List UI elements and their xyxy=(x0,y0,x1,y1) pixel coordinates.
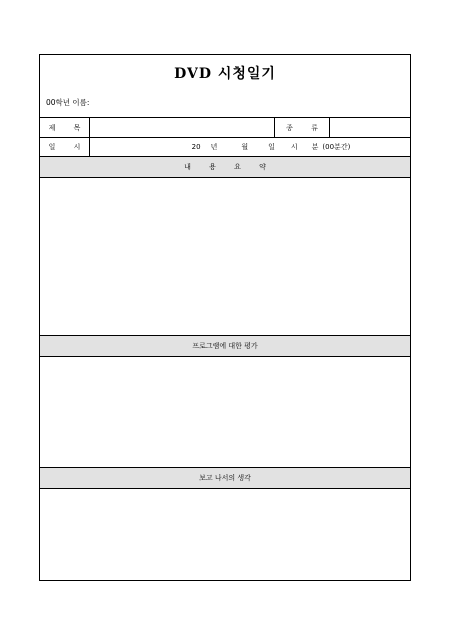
thoughts-writing-area[interactable] xyxy=(40,489,410,580)
datetime-parts xyxy=(192,142,351,152)
day-unit: 일 xyxy=(268,143,275,151)
student-grade-name-line: 00학년 이름: xyxy=(46,98,90,107)
thoughts-header-label: 보고 나서의 생각 xyxy=(199,474,251,482)
summary-header-label: 내 용 요 약 xyxy=(184,163,274,171)
genre-label-cell xyxy=(275,118,330,137)
subject-field[interactable] xyxy=(90,118,275,137)
evaluation-header-label: 프로그램에 대한 평가 xyxy=(192,342,258,350)
year-prefix: 20 xyxy=(191,143,201,151)
diary-form xyxy=(39,54,411,581)
genre-field[interactable] xyxy=(330,118,410,137)
subject-label: 제 목 xyxy=(48,123,89,132)
evaluation-writing-area[interactable] xyxy=(40,357,410,467)
evaluation-section-header xyxy=(40,335,410,357)
form-title: DVD 시청일기 xyxy=(174,66,276,82)
year-unit: 년 xyxy=(210,143,218,151)
hour-unit: 시 xyxy=(290,143,298,151)
month-unit: 월 xyxy=(241,143,249,151)
minute-unit: 분 xyxy=(311,143,319,151)
genre-label: 종 류 xyxy=(286,123,326,132)
datetime-label: 일 시 xyxy=(48,143,89,151)
datetime-label-cell xyxy=(40,138,90,156)
datetime-row xyxy=(40,137,410,156)
thoughts-section-header xyxy=(40,467,410,489)
summary-writing-area[interactable] xyxy=(40,178,410,335)
subject-label-cell xyxy=(40,118,90,137)
duration-text: (00분간) xyxy=(322,143,351,151)
datetime-field[interactable] xyxy=(90,138,410,156)
subject-genre-row xyxy=(40,117,410,137)
summary-section-header xyxy=(40,156,410,178)
